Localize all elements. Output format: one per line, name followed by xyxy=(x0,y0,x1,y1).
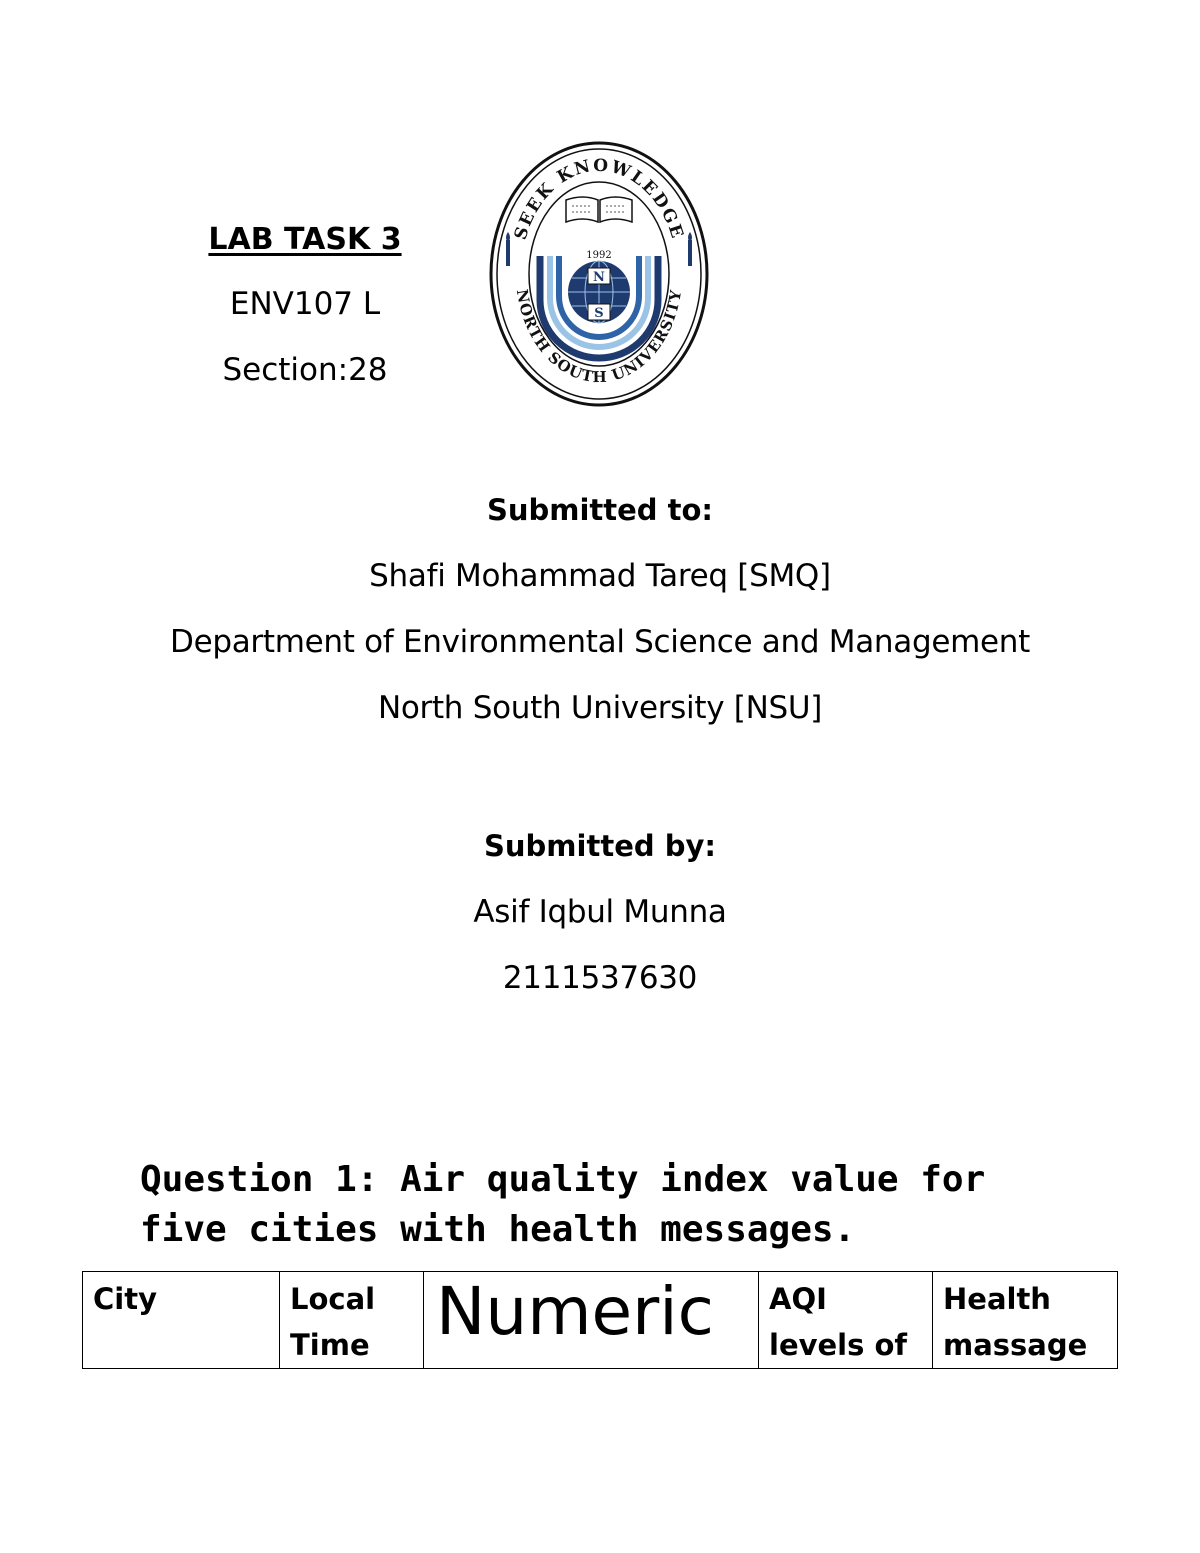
col-header-aqi-levels: AQI levels of xyxy=(759,1272,933,1369)
aqi-table xyxy=(82,1271,1118,1369)
section-number: Section:28 xyxy=(222,352,388,388)
logo-ring-text-bottom: NORTH SOUTH UNIVERSITY xyxy=(512,287,686,387)
col-header-numeric: Numeric xyxy=(424,1272,759,1369)
table-header-row xyxy=(83,1272,1118,1369)
logo-ring-text-top: SEEK KNOWLEDGE xyxy=(510,155,688,243)
submitted-to-university: North South University [NSU] xyxy=(377,690,823,726)
submitted-to-name: Shafi Mohammad Tareq [SMQ] xyxy=(369,558,831,594)
question-heading xyxy=(140,1155,1100,1255)
submitted-to-department: Department of Environmental Science and Management xyxy=(170,624,1030,660)
logo-year: 1992 xyxy=(586,250,612,261)
lab-title: LAB TASK 3 xyxy=(208,222,402,257)
col-header-local-time: Local Time xyxy=(280,1272,424,1369)
student-id: 2111537630 xyxy=(502,960,698,996)
svg-text:S: S xyxy=(594,306,604,321)
globe-icon xyxy=(568,261,630,323)
university-logo xyxy=(488,140,710,408)
col-header-city: City xyxy=(83,1272,280,1369)
submitted-to-label: Submitted to: xyxy=(486,493,714,527)
question-line-2: five cities with health messages. xyxy=(140,1209,856,1250)
header-block xyxy=(150,210,460,404)
course-code: ENV107 L xyxy=(229,286,381,322)
submitted-by-name: Asif Iqbul Munna xyxy=(473,894,727,930)
submitted-by-block xyxy=(0,813,1200,1011)
question-line-1: Question 1: Air quality index value for xyxy=(140,1159,986,1200)
col-header-health-message: Health massage xyxy=(933,1272,1118,1369)
submitted-by-label: Submitted by: xyxy=(484,829,716,863)
submitted-to-block xyxy=(0,477,1200,741)
svg-text:N: N xyxy=(593,270,605,285)
